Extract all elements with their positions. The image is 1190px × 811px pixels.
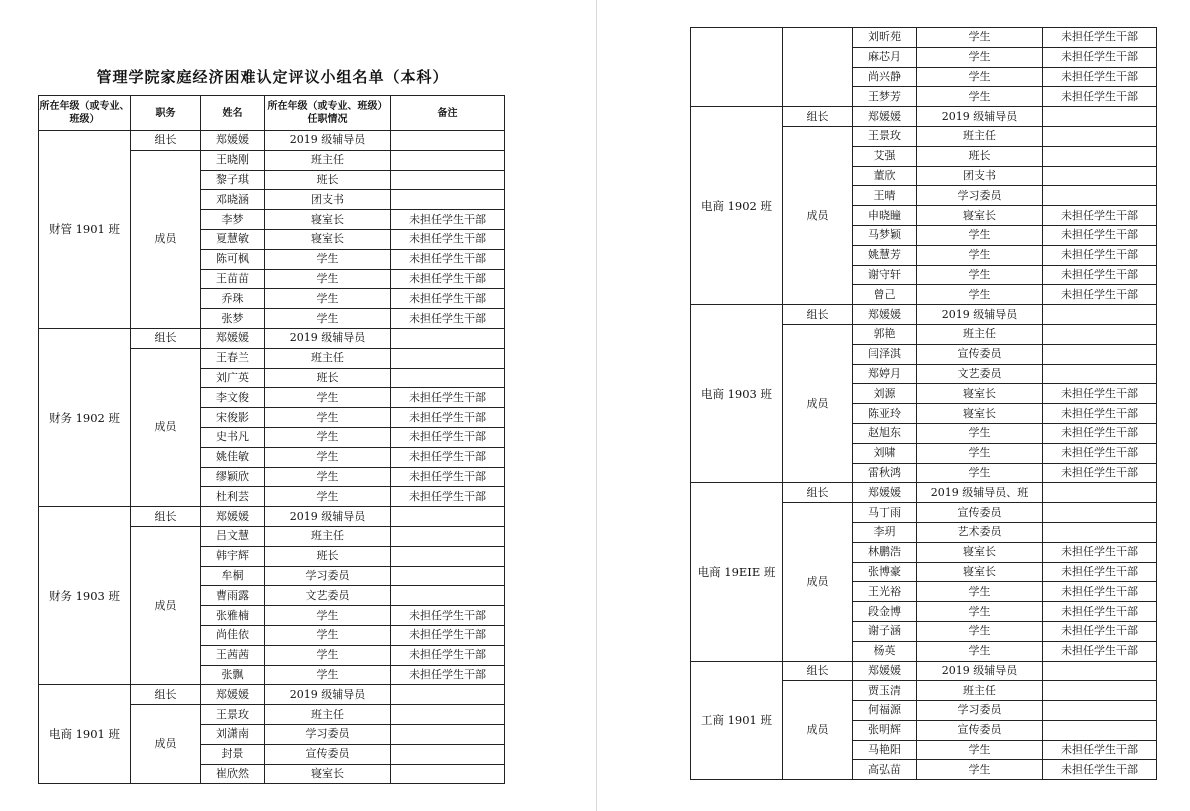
- name-cell: 刘源: [853, 384, 917, 404]
- name-cell: 董欣: [853, 166, 917, 186]
- note-cell: [391, 724, 505, 744]
- post-cell: 2019 级辅导员: [265, 685, 391, 705]
- name-cell: 郑媛媛: [853, 483, 917, 503]
- name-cell: 陈亚玲: [853, 404, 917, 424]
- name-cell: 王梦芳: [853, 87, 917, 107]
- post-cell: 班主任: [917, 126, 1043, 146]
- post-cell: 班主任: [265, 526, 391, 546]
- note-cell: 未担任学生干部: [391, 625, 505, 645]
- name-cell: 杨英: [853, 641, 917, 661]
- name-cell: 李文俊: [201, 388, 265, 408]
- note-cell: 未担任学生干部: [391, 309, 505, 329]
- leader-row: [39, 685, 505, 705]
- name-cell: 尚佳依: [201, 625, 265, 645]
- class-name-cell: 电商 19EIE 班: [691, 483, 783, 661]
- post-cell: 学生: [917, 641, 1043, 661]
- post-cell: 学生: [265, 606, 391, 626]
- note-cell: [1043, 483, 1157, 503]
- note-cell: [391, 170, 505, 190]
- note-cell: 未担任学生干部: [1043, 740, 1157, 760]
- note-cell: 未担任学生干部: [1043, 67, 1157, 87]
- name-cell: 邓晓涵: [201, 190, 265, 210]
- name-cell: 崔欣然: [201, 764, 265, 784]
- note-cell: 未担任学生干部: [1043, 206, 1157, 226]
- name-cell: 刘潇南: [201, 724, 265, 744]
- name-cell: 林鹏浩: [853, 542, 917, 562]
- post-cell: 寝室长: [917, 206, 1043, 226]
- note-cell: 未担任学生干部: [391, 289, 505, 309]
- note-cell: 未担任学生干部: [391, 249, 505, 269]
- post-cell: 学习委员: [265, 566, 391, 586]
- header-post: 所在年级（或专业、班级）任职情况: [265, 96, 391, 131]
- post-cell: 学生: [265, 467, 391, 487]
- note-cell: [1043, 701, 1157, 721]
- note-cell: 未担任学生干部: [1043, 443, 1157, 463]
- page-divider: [596, 0, 597, 811]
- note-cell: 未担任学生干部: [1043, 245, 1157, 265]
- note-cell: [391, 507, 505, 527]
- role-cell: 成员: [131, 526, 201, 684]
- leader-row: [39, 507, 505, 527]
- post-cell: 学生: [265, 447, 391, 467]
- note-cell: [391, 150, 505, 170]
- leader-row: [691, 483, 1157, 503]
- note-cell: [391, 348, 505, 368]
- header-note: 备注: [391, 96, 505, 131]
- note-cell: 未担任学生干部: [1043, 562, 1157, 582]
- note-cell: [1043, 344, 1157, 364]
- note-cell: [1043, 522, 1157, 542]
- post-cell: 文艺委员: [917, 364, 1043, 384]
- post-cell: 寝室长: [917, 542, 1043, 562]
- post-cell: 学习委员: [917, 701, 1043, 721]
- post-cell: 学生: [265, 269, 391, 289]
- name-cell: 赵旭东: [853, 423, 917, 443]
- name-cell: 郑媛媛: [201, 328, 265, 348]
- note-cell: 未担任学生干部: [391, 606, 505, 626]
- post-cell: 学生: [917, 87, 1043, 107]
- name-cell: 王春兰: [201, 348, 265, 368]
- name-cell: 刘啸: [853, 443, 917, 463]
- post-cell: 学生: [265, 665, 391, 685]
- name-cell: 吕文慧: [201, 526, 265, 546]
- name-cell: 曾己: [853, 285, 917, 305]
- post-cell: 2019 级辅导员: [917, 107, 1043, 127]
- name-cell: 郑媛媛: [853, 305, 917, 325]
- note-cell: [1043, 107, 1157, 127]
- name-cell: 张博豪: [853, 562, 917, 582]
- note-cell: [1043, 681, 1157, 701]
- note-cell: 未担任学生干部: [391, 269, 505, 289]
- note-cell: [391, 586, 505, 606]
- note-cell: [1043, 146, 1157, 166]
- name-cell: 牟桐: [201, 566, 265, 586]
- post-cell: 学生: [265, 427, 391, 447]
- name-cell: 谢守轩: [853, 265, 917, 285]
- leader-row: [39, 131, 505, 151]
- post-cell: 学生: [917, 443, 1043, 463]
- post-cell: 学生: [265, 487, 391, 507]
- name-cell: 夏慧敏: [201, 229, 265, 249]
- name-cell: 雷秋鸿: [853, 463, 917, 483]
- note-cell: 未担任学生干部: [1043, 28, 1157, 48]
- note-cell: [1043, 324, 1157, 344]
- role-cell: 组长: [783, 483, 853, 503]
- post-cell: 寝室长: [917, 404, 1043, 424]
- class-name-cell: 财管 1901 班: [39, 131, 131, 329]
- role-cell: [783, 28, 853, 107]
- note-cell: [1043, 186, 1157, 206]
- note-cell: 未担任学生干部: [1043, 285, 1157, 305]
- note-cell: [391, 328, 505, 348]
- note-cell: 未担任学生干部: [1043, 542, 1157, 562]
- note-cell: [391, 566, 505, 586]
- post-cell: 班长: [265, 546, 391, 566]
- note-cell: [1043, 126, 1157, 146]
- name-cell: 段金博: [853, 602, 917, 622]
- note-cell: 未担任学生干部: [1043, 602, 1157, 622]
- post-cell: 班长: [917, 146, 1043, 166]
- post-cell: 班主任: [917, 324, 1043, 344]
- note-cell: [1043, 305, 1157, 325]
- note-cell: [391, 368, 505, 388]
- name-cell: 王景玫: [853, 126, 917, 146]
- name-cell: 姚慧芳: [853, 245, 917, 265]
- post-cell: 班长: [265, 170, 391, 190]
- post-cell: 学生: [917, 760, 1043, 780]
- name-cell: 韩宇辉: [201, 546, 265, 566]
- post-cell: 学生: [917, 47, 1043, 67]
- name-cell: 郑媛媛: [201, 685, 265, 705]
- role-cell: 成员: [131, 150, 201, 328]
- name-cell: 刘昕苑: [853, 28, 917, 48]
- role-cell: 组长: [131, 328, 201, 348]
- post-cell: 寝室长: [265, 764, 391, 784]
- note-cell: [391, 131, 505, 151]
- post-cell: 学生: [917, 423, 1043, 443]
- class-name-cell: [691, 28, 783, 107]
- post-cell: 学生: [265, 309, 391, 329]
- name-cell: 麻芯月: [853, 47, 917, 67]
- name-cell: 马丁雨: [853, 503, 917, 523]
- post-cell: 2019 级辅导员: [265, 328, 391, 348]
- post-cell: 学生: [917, 225, 1043, 245]
- post-cell: 寝室长: [265, 210, 391, 230]
- name-cell: 贾玉清: [853, 681, 917, 701]
- class-name-cell: 财务 1902 班: [39, 328, 131, 506]
- member-row: [691, 28, 1157, 48]
- note-cell: 未担任学生干部: [1043, 641, 1157, 661]
- name-cell: 姚佳敏: [201, 447, 265, 467]
- header-role: 职务: [131, 96, 201, 131]
- note-cell: [1043, 364, 1157, 384]
- post-cell: 宣传委员: [917, 344, 1043, 364]
- post-cell: 2019 级辅导员: [265, 507, 391, 527]
- name-cell: 郑媛媛: [853, 661, 917, 681]
- role-cell: 组长: [783, 305, 853, 325]
- post-cell: 学生: [265, 408, 391, 428]
- note-cell: [391, 546, 505, 566]
- note-cell: [391, 685, 505, 705]
- post-cell: 2019 级辅导员: [917, 661, 1043, 681]
- post-cell: 学生: [265, 289, 391, 309]
- note-cell: [391, 526, 505, 546]
- role-cell: 组长: [783, 107, 853, 127]
- post-cell: 班主任: [917, 681, 1043, 701]
- note-cell: 未担任学生干部: [391, 210, 505, 230]
- note-cell: 未担任学生干部: [1043, 760, 1157, 780]
- note-cell: 未担任学生干部: [1043, 621, 1157, 641]
- note-cell: 未担任学生干部: [391, 427, 505, 447]
- name-cell: 郑婷月: [853, 364, 917, 384]
- name-cell: 李玥: [853, 522, 917, 542]
- post-cell: 2019 级辅导员: [265, 131, 391, 151]
- name-cell: 何福源: [853, 701, 917, 721]
- role-cell: 组长: [783, 661, 853, 681]
- post-cell: 学生: [917, 67, 1043, 87]
- post-cell: 班主任: [265, 348, 391, 368]
- name-cell: 谢子涵: [853, 621, 917, 641]
- note-cell: 未担任学生干部: [391, 388, 505, 408]
- post-cell: 学生: [917, 265, 1043, 285]
- post-cell: 2019 级辅导员、班: [917, 483, 1043, 503]
- note-cell: [391, 190, 505, 210]
- name-cell: 封景: [201, 744, 265, 764]
- role-cell: 组长: [131, 507, 201, 527]
- name-cell: 申晓瞳: [853, 206, 917, 226]
- header-name: 姓名: [201, 96, 265, 131]
- post-cell: 学生: [917, 245, 1043, 265]
- note-cell: [1043, 661, 1157, 681]
- post-cell: 班主任: [265, 705, 391, 725]
- class-name-cell: 工商 1901 班: [691, 661, 783, 780]
- role-cell: 成员: [131, 705, 201, 784]
- class-name-cell: 财务 1903 班: [39, 507, 131, 685]
- note-cell: [391, 764, 505, 784]
- leader-row: [691, 107, 1157, 127]
- name-cell: 李梦: [201, 210, 265, 230]
- post-cell: 宣传委员: [265, 744, 391, 764]
- note-cell: 未担任学生干部: [1043, 47, 1157, 67]
- note-cell: 未担任学生干部: [1043, 582, 1157, 602]
- post-cell: 学生: [917, 28, 1043, 48]
- post-cell: 班长: [265, 368, 391, 388]
- post-cell: 团支书: [917, 166, 1043, 186]
- header-class: 所在年级（或专业、班级）: [39, 96, 131, 131]
- name-cell: 王景玫: [201, 705, 265, 725]
- name-cell: 王苗苗: [201, 269, 265, 289]
- post-cell: 寝室长: [265, 229, 391, 249]
- post-cell: 学生: [265, 645, 391, 665]
- name-cell: 闫泽淇: [853, 344, 917, 364]
- name-cell: 刘广英: [201, 368, 265, 388]
- name-cell: 张梦: [201, 309, 265, 329]
- table-header-row: [39, 96, 505, 131]
- name-cell: 高弘苗: [853, 760, 917, 780]
- class-name-cell: 电商 1902 班: [691, 107, 783, 305]
- name-cell: 马艳阳: [853, 740, 917, 760]
- leader-row: [39, 328, 505, 348]
- note-cell: [1043, 503, 1157, 523]
- note-cell: 未担任学生干部: [1043, 404, 1157, 424]
- leader-row: [691, 305, 1157, 325]
- name-cell: 郑媛媛: [201, 131, 265, 151]
- document-title: 管理学院家庭经济困难认定评议小组名单（本科）: [96, 68, 449, 86]
- note-cell: 未担任学生干部: [391, 229, 505, 249]
- name-cell: 尚兴静: [853, 67, 917, 87]
- leader-row: [691, 661, 1157, 681]
- right-roster-table: [690, 27, 1157, 780]
- name-cell: 郭艳: [853, 324, 917, 344]
- name-cell: 陈可枫: [201, 249, 265, 269]
- note-cell: 未担任学生干部: [391, 447, 505, 467]
- note-cell: [1043, 720, 1157, 740]
- post-cell: 学生: [265, 249, 391, 269]
- name-cell: 郑媛媛: [853, 107, 917, 127]
- post-cell: 团支书: [265, 190, 391, 210]
- post-cell: 2019 级辅导员: [917, 305, 1043, 325]
- class-name-cell: 电商 1903 班: [691, 305, 783, 483]
- note-cell: 未担任学生干部: [1043, 463, 1157, 483]
- post-cell: 学生: [917, 285, 1043, 305]
- name-cell: 缪颖欣: [201, 467, 265, 487]
- post-cell: 宣传委员: [917, 720, 1043, 740]
- role-cell: 组长: [131, 131, 201, 151]
- name-cell: 黎子琪: [201, 170, 265, 190]
- post-cell: 学生: [917, 602, 1043, 622]
- name-cell: 乔珠: [201, 289, 265, 309]
- name-cell: 宋俊影: [201, 408, 265, 428]
- role-cell: 组长: [131, 685, 201, 705]
- note-cell: 未担任学生干部: [1043, 265, 1157, 285]
- note-cell: [391, 705, 505, 725]
- post-cell: 宣传委员: [917, 503, 1043, 523]
- post-cell: 学生: [917, 582, 1043, 602]
- name-cell: 艾强: [853, 146, 917, 166]
- post-cell: 学生: [265, 625, 391, 645]
- role-cell: 成员: [131, 348, 201, 506]
- note-cell: 未担任学生干部: [1043, 423, 1157, 443]
- name-cell: 张明辉: [853, 720, 917, 740]
- name-cell: 王茜茜: [201, 645, 265, 665]
- class-name-cell: 电商 1901 班: [39, 685, 131, 784]
- role-cell: 成员: [783, 681, 853, 780]
- note-cell: 未担任学生干部: [391, 665, 505, 685]
- name-cell: 张飘: [201, 665, 265, 685]
- name-cell: 王光裕: [853, 582, 917, 602]
- note-cell: [391, 744, 505, 764]
- name-cell: 杜利芸: [201, 487, 265, 507]
- name-cell: 马梦颖: [853, 225, 917, 245]
- role-cell: 成员: [783, 503, 853, 661]
- name-cell: 史书凡: [201, 427, 265, 447]
- name-cell: 曹雨露: [201, 586, 265, 606]
- note-cell: 未担任学生干部: [1043, 225, 1157, 245]
- role-cell: 成员: [783, 126, 853, 304]
- post-cell: 班主任: [265, 150, 391, 170]
- name-cell: 郑媛媛: [201, 507, 265, 527]
- name-cell: 王晓刚: [201, 150, 265, 170]
- post-cell: 寝室长: [917, 384, 1043, 404]
- note-cell: 未担任学生干部: [1043, 87, 1157, 107]
- name-cell: 张雅楠: [201, 606, 265, 626]
- post-cell: 寝室长: [917, 562, 1043, 582]
- left-roster-table: [38, 95, 505, 784]
- note-cell: 未担任学生干部: [391, 408, 505, 428]
- post-cell: 艺术委员: [917, 522, 1043, 542]
- name-cell: 王晴: [853, 186, 917, 206]
- post-cell: 学习委员: [917, 186, 1043, 206]
- note-cell: 未担任学生干部: [391, 487, 505, 507]
- post-cell: 学生: [265, 388, 391, 408]
- post-cell: 学生: [917, 740, 1043, 760]
- note-cell: [1043, 166, 1157, 186]
- note-cell: 未担任学生干部: [391, 467, 505, 487]
- post-cell: 学生: [917, 621, 1043, 641]
- post-cell: 学习委员: [265, 724, 391, 744]
- role-cell: 成员: [783, 324, 853, 482]
- note-cell: 未担任学生干部: [1043, 384, 1157, 404]
- post-cell: 文艺委员: [265, 586, 391, 606]
- note-cell: 未担任学生干部: [391, 645, 505, 665]
- post-cell: 学生: [917, 463, 1043, 483]
